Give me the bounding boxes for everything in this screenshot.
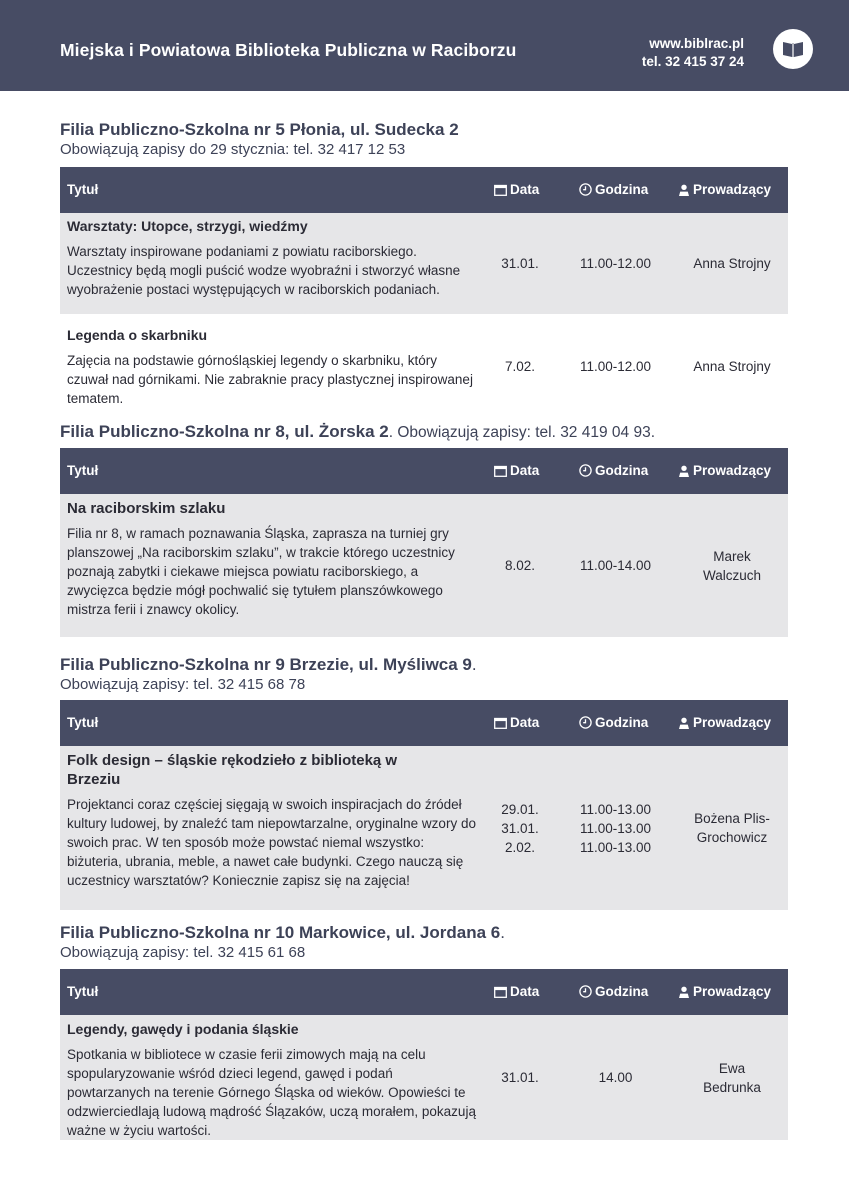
header-contact <box>642 35 744 71</box>
person-icon <box>678 986 690 998</box>
section-title: Filia Publiczno-Szkolna nr 8, ul. Żorska 2 <box>60 422 389 441</box>
section-branch-8 <box>60 422 788 443</box>
table-row <box>60 494 788 637</box>
event-description: Warsztaty inspirowane podaniami z powiatu raciborskiego. Uczestnicy będą mogli puścić wodze wyobraźni i stworzyć własne wyobrażenie postaci występujących w raciborskich podaniach. <box>67 244 461 297</box>
website-link[interactable]: www.biblrac.pl <box>649 36 744 51</box>
column-date: Data <box>494 700 539 746</box>
section-title: Filia Publiczno-Szkolna nr 5 Płonia, ul. Sudecka 2 <box>60 120 459 139</box>
table-row <box>60 213 788 314</box>
column-date: Data <box>494 448 539 494</box>
section-title: Filia Publiczno-Szkolna nr 9 Brzezie, ul. Myśliwca 9 <box>60 655 472 674</box>
event-times: 11.00-13.00 11.00-13.00 11.00-13.00 <box>579 801 652 855</box>
column-time: Godzina <box>579 969 648 1015</box>
event-description: Filia nr 8, w ramach poznawania Śląska, zaprasza na turniej gry planszowej „Na raciborskim szlaku”, w trakcie którego uczestnicy poznają zabytki i ciekawe miejsca powiatu raciborskiego, a zwycięzca będzie mógł pochwalić się tytułem planszówkowego mistrza ferii i znawcy okolicy. <box>67 526 455 617</box>
event-date: 31.01. <box>501 256 539 271</box>
event-host: Ewa Bedrunka <box>703 1060 761 1095</box>
event-host: Bożena Plis- Grochowicz <box>694 811 770 845</box>
section-registration-note: Obowiązują zapisy: tel. 32 415 61 68 <box>60 944 306 961</box>
table-header <box>60 448 788 494</box>
event-host: Anna Strojny <box>693 256 771 271</box>
header-phone: tel. 32 415 37 24 <box>641 54 744 69</box>
events-table <box>60 167 788 408</box>
column-title: Tytuł <box>67 715 99 730</box>
event-date: 8.02. <box>504 558 536 573</box>
clock-icon <box>579 716 592 729</box>
section-registration-note: Obowiązują zapisy do 29 stycznia: tel. 32 417 12 53 <box>60 141 406 158</box>
column-date: Data <box>494 969 539 1015</box>
column-title: Tytuł <box>67 984 99 999</box>
open-book-icon <box>773 29 813 69</box>
column-host: Prowadzący <box>678 448 771 494</box>
event-description: Spotkania w bibliotece w czasie ferii zimowych mają na celu spopularyzowanie wśród dzieci legend, gawęd i podań powtarzanych na terenie Górnego Śląska od wieków. Opowieści te odzwierciedlają ludową mądrość Ślązaków, uczą morałem, pokazują ważne w życiu wartości. <box>67 1047 476 1138</box>
section-branch-9: Filia Publiczno-Szkolna nr 9 Brzezie, ul. Myśliwca 9. Obowiązują zapisy: tel. 32 415 68 78 <box>60 655 788 694</box>
event-date: 7.02. <box>504 358 536 374</box>
calendar-icon <box>494 986 507 998</box>
section-branch-5 <box>60 120 788 159</box>
event-time: 11.00-14.00 <box>579 558 652 573</box>
event-host: Marek Walczuch <box>702 548 761 583</box>
page-header <box>0 0 849 91</box>
event-title: Folk design – śląskie rękodzieło z biblioteką w Brzeziu <box>67 752 398 788</box>
column-host: Prowadzący <box>678 969 771 1015</box>
event-title: Na raciborskim szlaku <box>67 500 226 517</box>
table-header <box>60 167 788 213</box>
section-registration-note: . Obowiązują zapisy: tel. 32 419 04 93. <box>388 424 655 441</box>
section-registration-note: Obowiązują zapisy: tel. 32 415 68 78 <box>60 676 306 693</box>
calendar-icon <box>494 717 507 729</box>
table-row <box>60 1015 788 1140</box>
column-time: Godzina <box>579 448 648 494</box>
events-table <box>60 700 788 910</box>
event-host: Anna Strojny <box>693 358 771 374</box>
library-name: Miejska i Powiatowa Biblioteka Publiczna w Raciborzu <box>60 40 517 60</box>
calendar-icon <box>494 465 507 477</box>
person-icon <box>678 717 690 729</box>
table-row <box>60 314 788 408</box>
table-row <box>60 746 788 910</box>
person-icon <box>678 184 690 196</box>
column-date: Data <box>494 167 539 213</box>
clock-icon <box>579 985 592 998</box>
clock-icon <box>579 183 592 196</box>
event-description: Zajęcia na podstawie górnośląskiej legendy o skarbniku, który czuwał nad górnikami. Nie zabraknie pracy plastycznej inspirowanej tematem. <box>67 353 473 406</box>
person-icon <box>678 465 690 477</box>
column-time: Godzina <box>579 167 648 213</box>
table-header <box>60 700 788 746</box>
event-description: Projektanci coraz częściej sięgają w swoich inspiracjach do źródeł kultury ludowej, by znaleźć tam niepowtarzalne, oryginalne wzory do swoich prac. W ten sposób może powstać niemal wszystko: biżuteria, ubrania, meble, a nawet całe budynki. Czego nauczą się uczestnicy warsztatów? Koniecznie zapisz się na zajęcia! <box>67 797 476 888</box>
column-title: Tytuł <box>67 463 99 478</box>
section-branch-10: Filia Publiczno-Szkolna nr 10 Markowice, ul. Jordana 6. Obowiązują zapisy: tel. 32 415 61 68 <box>60 923 788 962</box>
event-title: Warsztaty: Utopce, strzygi, wiedźmy <box>67 218 308 234</box>
column-title: Tytuł <box>67 182 99 197</box>
event-time: 11.00-12.00 <box>579 358 652 374</box>
event-time: 11.00-12.00 <box>579 256 652 271</box>
events-table <box>60 448 788 637</box>
event-date: 31.01. <box>501 1070 539 1085</box>
event-title: Legendy, gawędy i podania śląskie <box>67 1021 299 1037</box>
table-header <box>60 969 788 1015</box>
column-host: Prowadzący <box>678 700 771 746</box>
event-title: Legenda o skarbniku <box>67 327 208 343</box>
events-table <box>60 969 788 1140</box>
clock-icon <box>579 464 592 477</box>
calendar-icon <box>494 184 507 196</box>
column-time: Godzina <box>579 700 648 746</box>
column-host: Prowadzący <box>678 167 771 213</box>
section-title: Filia Publiczno-Szkolna nr 10 Markowice, ul. Jordana 6 <box>60 923 501 942</box>
event-dates: 29.01. 31.01. 2.02. <box>501 801 539 855</box>
event-time: 14.00 <box>598 1070 633 1085</box>
